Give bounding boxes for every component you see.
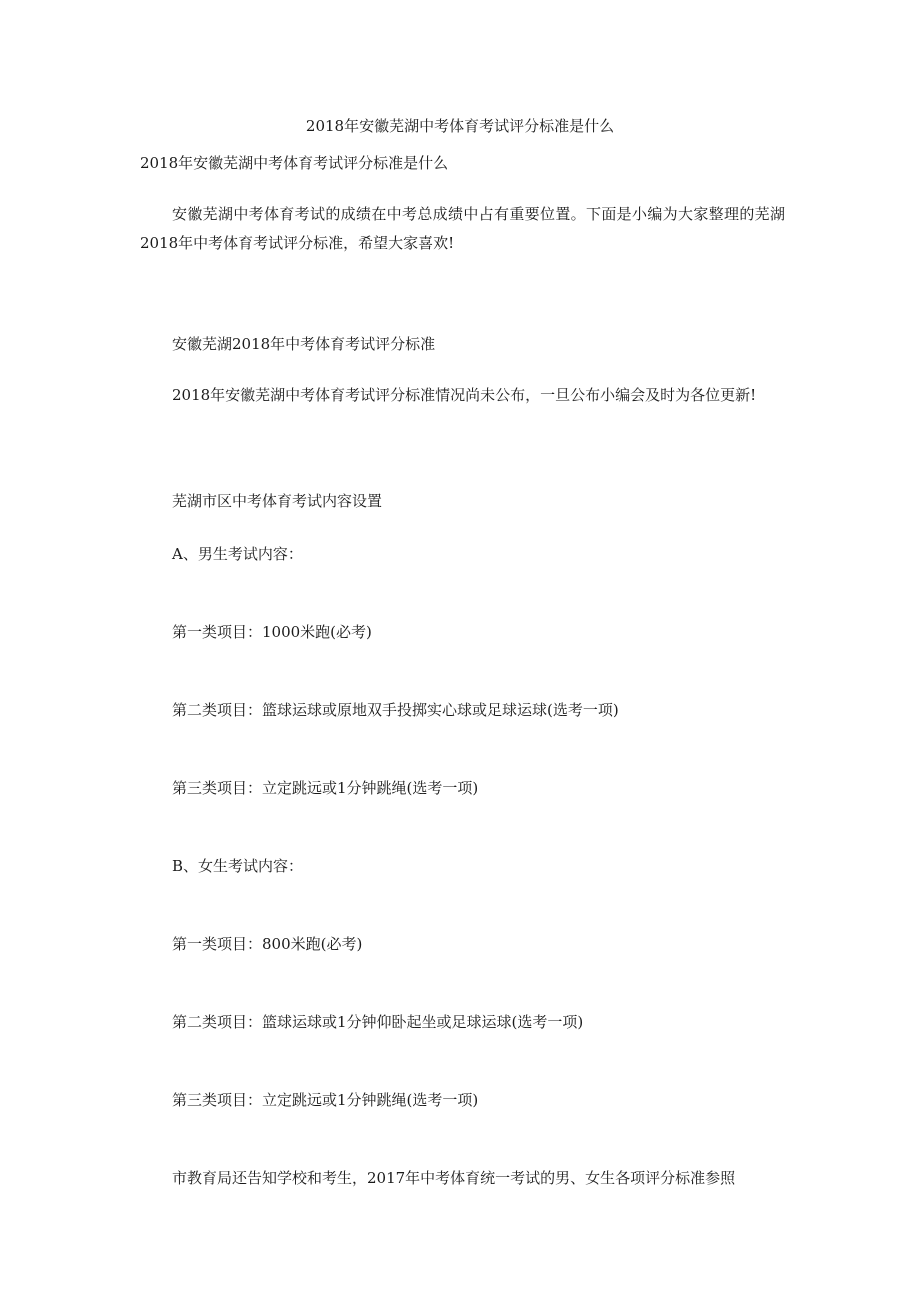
content-heading: 芜湖市区中考体育考试内容设置: [172, 492, 383, 510]
male-section-heading: A、男生考试内容：: [172, 545, 303, 563]
male-item-3: 第三类项目：立定跳远或1分钟跳绳(选考一项): [172, 779, 479, 797]
intro-paragraph: 安徽芜湖中考体育考试的成绩在中考总成绩中占有重要位置。下面是小编为大家整理的芜湖2018年中考体育考试评分标准，希望大家喜欢!: [140, 205, 785, 252]
female-section-heading: B、女生考试内容：: [172, 857, 304, 875]
female-item-2: 第二类项目：篮球运球或1分钟仰卧起坐或足球运球(选考一项): [172, 1013, 584, 1031]
status-paragraph: 2018年安徽芜湖中考体育考试评分标准情况尚未公布，一旦公布小编会及时为各位更新!: [172, 386, 757, 404]
page-title: 2018年安徽芜湖中考体育考试评分标准是什么: [305, 117, 615, 135]
male-item-1: 第一类项目：1000米跑(必考): [172, 623, 372, 641]
female-item-3: 第三类项目：立定跳远或1分钟跳绳(选考一项): [172, 1091, 479, 1109]
document-subtitle: 2018年安徽芜湖中考体育考试评分标准是什么: [140, 154, 449, 172]
section-heading: 安徽芜湖2018年中考体育考试评分标准: [172, 335, 436, 353]
closing-paragraph: 市教育局还告知学校和考生，2017年中考体育统一考试的男、女生各项评分标准参照: [172, 1169, 736, 1187]
female-item-1: 第一类项目：800米跑(必考): [172, 935, 363, 953]
male-item-2: 第二类项目：篮球运球或原地双手投掷实心球或足球运球(选考一项): [172, 701, 619, 719]
